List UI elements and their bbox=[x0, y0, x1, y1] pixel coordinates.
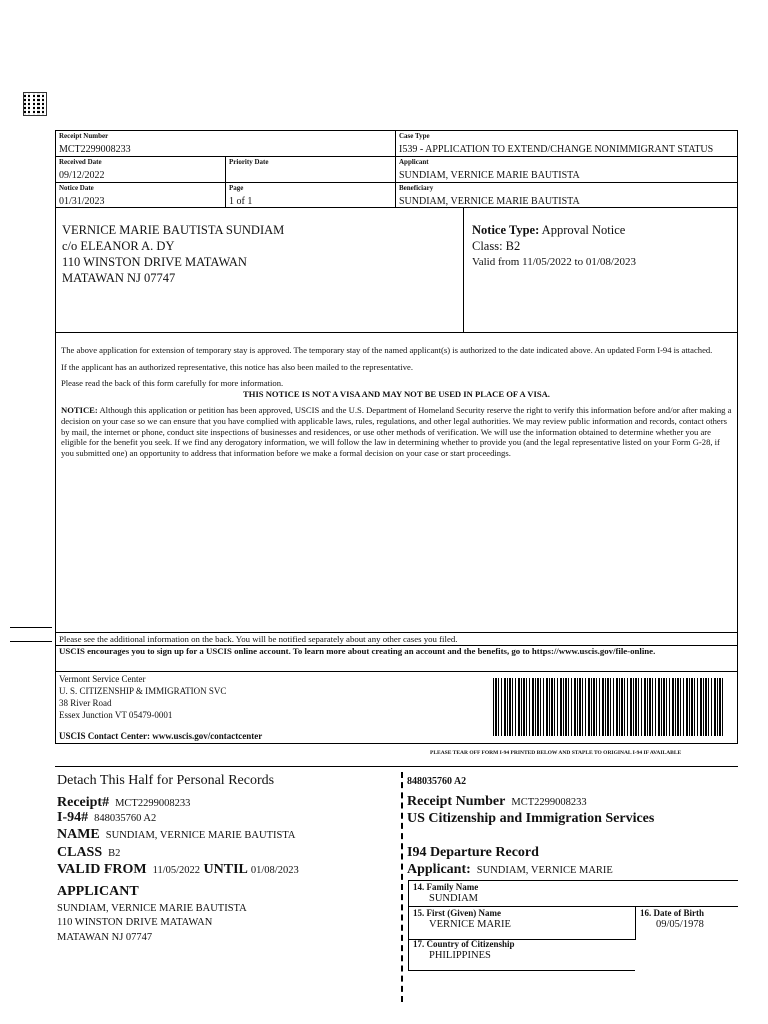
online-account-banner: USCIS encourages you to sign up for a USCIS online account. To learn more about creating an account and the benefits, go to https://www.uscis.gov/file-online. bbox=[55, 646, 738, 672]
family-name-label: 14. Family Name bbox=[413, 882, 479, 892]
left-name-label: NAME bbox=[57, 827, 100, 842]
left-name bbox=[57, 827, 296, 843]
service-center-line-4: Essex Junction VT 05479-0001 bbox=[59, 710, 173, 720]
case-type-cell bbox=[396, 131, 738, 157]
left-applicant-label: APPLICANT bbox=[57, 884, 139, 899]
left-name-value: SUNDIAM, VERNICE MARIE BAUTISTA bbox=[105, 830, 296, 841]
left-valid bbox=[57, 862, 299, 878]
page-label: Page bbox=[229, 184, 244, 192]
address-line-3: 110 WINSTON DRIVE MATAWAN bbox=[62, 255, 247, 269]
address-line-1: VERNICE MARIE BAUTISTA SUNDIAM bbox=[62, 223, 285, 237]
receipt-number-label: Receipt Number bbox=[59, 132, 109, 140]
notice-label: NOTICE: bbox=[61, 405, 98, 416]
right-record-title: I94 Departure Record bbox=[407, 845, 539, 860]
page-value: 1 of 1 bbox=[229, 196, 253, 207]
left-valid-from-label: VALID FROM bbox=[57, 862, 147, 877]
contact-center: USCIS Contact Center: www.uscis.gov/contactcenter bbox=[59, 731, 263, 741]
left-class-label: CLASS bbox=[57, 845, 103, 860]
tear-off-instruction: PLEASE TEAR OFF FORM I-94 PRINTED BELOW AND STAPLE TO ORIGINAL I-94 IF AVAILABLE bbox=[430, 750, 682, 756]
address-divider bbox=[463, 208, 464, 332]
beneficiary-value: SUNDIAM, VERNICE MARIE BAUTISTA bbox=[399, 196, 580, 207]
detach-heading: Detach This Half for Personal Records bbox=[57, 773, 275, 788]
right-receipt-label: Receipt Number bbox=[407, 794, 506, 809]
received-date-value: 09/12/2022 bbox=[59, 170, 105, 181]
address-line-2: c/o ELEANOR A. DY bbox=[62, 239, 175, 253]
dob-box bbox=[635, 907, 738, 940]
notice-valid-dates: Valid from 11/05/2022 to 01/08/2023 bbox=[472, 256, 636, 268]
header-table bbox=[55, 130, 738, 208]
left-i94 bbox=[57, 810, 156, 826]
country-value: PHILIPPINES bbox=[429, 950, 491, 961]
body-notice-paragraph bbox=[61, 405, 732, 458]
left-i94-value: 848035760 A2 bbox=[94, 813, 157, 824]
left-receipt bbox=[57, 795, 190, 811]
notice-date-cell bbox=[56, 183, 226, 208]
notice-type-value: Approval Notice bbox=[541, 223, 626, 237]
service-center-line-2: U. S. CITIZENSHIP & IMMIGRATION SVC bbox=[59, 686, 227, 696]
fold-mark-1 bbox=[10, 627, 52, 628]
left-class-value: B2 bbox=[108, 848, 121, 859]
notice-date-value: 01/31/2023 bbox=[59, 196, 105, 207]
given-name-box bbox=[408, 907, 635, 940]
mailing-address bbox=[62, 222, 284, 286]
notice-date-label: Notice Date bbox=[59, 184, 94, 192]
right-receipt-value: MCT2299008233 bbox=[511, 797, 587, 808]
given-name-value: VERNICE MARIE bbox=[429, 919, 511, 930]
receipt-number-value: MCT2299008233 bbox=[59, 144, 131, 155]
applicant-value: SUNDIAM, VERNICE MARIE BAUTISTA bbox=[399, 170, 580, 181]
family-name-value: SUNDIAM bbox=[429, 893, 479, 904]
family-name-box bbox=[408, 880, 738, 907]
left-valid-from-value: 11/05/2022 bbox=[152, 865, 201, 876]
beneficiary-label: Beneficiary bbox=[399, 184, 434, 192]
given-name-label: 15. First (Given) Name bbox=[413, 908, 501, 918]
notice-text: Although this application or petition has been approved, USCIS and the U.S. Department of Homeland Security reserve the right to verify this information before and/or after making a decision on your case so we can ensure that you have complied with applicable laws, rules, regulations, and other legal authorities. We may review public information and records, contact others by mail, the internet or phone, conduct site inspections of businesses and residences, or use other methods of verification. We will use the information obtained to determine whether you are eligible for the benefit you seek. If we find any derogatory information, we will follow the law in determining whether to provide you (and the legal representative listed on your Form G-28, if you submitted one) an opportunity to address that information before we make a formal decision on your case or start proceedings. bbox=[61, 405, 732, 458]
body-paragraph-3: Please read the back of this form carefully for more information. bbox=[61, 378, 284, 389]
priority-date-cell bbox=[226, 157, 396, 183]
address-section bbox=[55, 208, 738, 333]
left-receipt-value: MCT2299008233 bbox=[115, 798, 191, 809]
received-date-label: Received Date bbox=[59, 158, 102, 166]
left-until-label: UNTIL bbox=[203, 862, 248, 877]
case-type-label: Case Type bbox=[399, 132, 430, 140]
received-date-cell bbox=[56, 157, 226, 183]
right-applicant-label: Applicant: bbox=[407, 862, 471, 877]
left-receipt-label: Receipt# bbox=[57, 795, 110, 810]
body-paragraph-2: If the applicant has an authorized representative, this notice has also been mailed to the representative. bbox=[61, 361, 413, 372]
notice-type-label: Notice Type: bbox=[472, 223, 540, 237]
country-box bbox=[408, 938, 635, 971]
barcode-icon bbox=[493, 678, 723, 736]
receipt-number-cell bbox=[56, 131, 396, 157]
notice-class: Class: B2 bbox=[472, 239, 521, 253]
left-until-value: 01/08/2023 bbox=[250, 865, 299, 876]
service-center-line-1: Vermont Service Center bbox=[59, 674, 146, 684]
tear-line bbox=[55, 766, 738, 767]
notice-type-block bbox=[472, 222, 636, 270]
right-applicant-value: SUNDIAM, VERNICE MARIE bbox=[476, 865, 613, 876]
fold-mark-2 bbox=[10, 641, 52, 642]
left-class bbox=[57, 845, 120, 861]
left-applicant-line-2: 110 WINSTON DRIVE MATAWAN bbox=[57, 917, 213, 928]
perforation-line bbox=[401, 772, 403, 1002]
left-applicant-line-1: SUNDIAM, VERNICE MARIE BAUTISTA bbox=[57, 903, 247, 914]
service-center-block bbox=[55, 672, 738, 744]
applicant-label: Applicant bbox=[399, 158, 429, 166]
not-a-visa-warning: THIS NOTICE IS NOT A VISA AND MAY NOT BE USED IN PLACE OF A VISA. bbox=[243, 388, 550, 399]
right-receipt bbox=[407, 794, 587, 810]
page-cell bbox=[226, 183, 396, 208]
country-label: 17. Country of Citizenship bbox=[413, 939, 515, 949]
case-type-value: I539 - APPLICATION TO EXTEND/CHANGE NONIMMIGRANT STATUS bbox=[399, 144, 714, 155]
left-i94-label: I-94# bbox=[57, 810, 89, 825]
left-applicant-line-3: MATAWAN NJ 07747 bbox=[57, 932, 153, 943]
qr-code-icon bbox=[24, 93, 46, 115]
beneficiary-cell bbox=[396, 183, 738, 208]
body-paragraph-1: The above application for extension of temporary stay is approved. The temporary stay of the named applicant(s) is authorized to the date indicated above. An updated Form I-94 is attached. bbox=[61, 345, 713, 355]
service-center-line-3: 38 River Road bbox=[59, 698, 112, 708]
notice-body bbox=[55, 333, 738, 632]
priority-date-label: Priority Date bbox=[229, 158, 269, 166]
right-i94-number: 848035760 A2 bbox=[407, 776, 467, 787]
right-agency: US Citizenship and Immigration Services bbox=[407, 811, 655, 826]
dob-value: 09/05/1978 bbox=[656, 919, 704, 930]
dob-label: 16. Date of Birth bbox=[640, 908, 704, 918]
address-line-4: MATAWAN NJ 07747 bbox=[62, 271, 176, 285]
right-applicant bbox=[407, 862, 613, 878]
additional-info-line: Please see the additional information on the back. You will be notified separately about any other cases you filed. bbox=[55, 632, 738, 646]
applicant-cell bbox=[396, 157, 738, 183]
